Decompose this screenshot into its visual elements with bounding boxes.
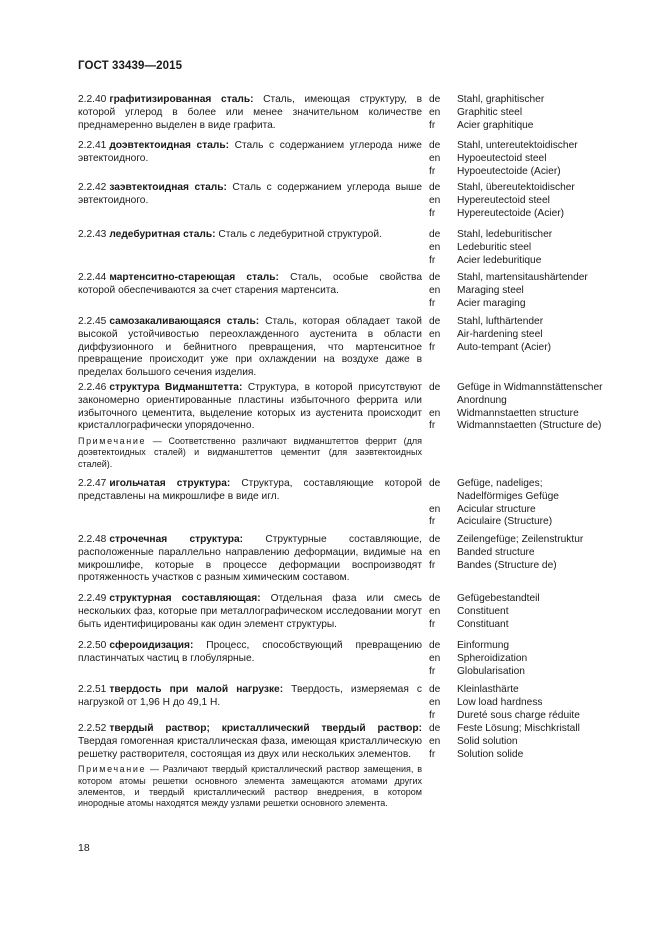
translation-text: Stahl, ledeburitischer — [457, 229, 553, 240]
term-definition-text: Сталь с содержанием углерода выше эвтектоидного. — [78, 182, 422, 206]
language-codes — [429, 272, 453, 310]
term-name: графитизированная сталь: — [109, 94, 254, 105]
language-code: en — [429, 546, 441, 558]
translations — [457, 478, 617, 529]
term-definition-text: Сталь с ледебуритной структурой. — [218, 229, 382, 240]
language-codes — [429, 684, 453, 722]
language-code: fr — [429, 665, 436, 677]
language-code — [429, 395, 453, 408]
term-name: структура Видманштетта: — [109, 382, 243, 393]
term-definition — [78, 593, 422, 631]
translations — [457, 316, 617, 354]
term-definition — [78, 182, 422, 208]
language-code: fr — [429, 618, 436, 630]
language-code: de — [429, 229, 441, 240]
term-definition-text: Сталь, особые свойства которой обеспечиваются за счет старения мартенсита. — [78, 272, 422, 296]
note-label: Примечание — [78, 436, 147, 447]
language-code: en — [429, 407, 441, 419]
note-text: — Соответственно различают видманштеттов феррит (для доэвтектоидных сталей) и видманштеттов цементит (для заэвтектоидных сталей). — [78, 436, 422, 469]
term-name: заэвтектоидная сталь: — [109, 182, 227, 193]
language-code: fr — [429, 165, 436, 177]
translation-text: Spheroidization — [457, 652, 528, 664]
translation-text: Acicular structure — [457, 503, 536, 515]
term-definition — [78, 140, 422, 166]
translation-text: Dureté sous charge réduite — [457, 709, 580, 721]
translation-text: Hypoeutectoide (Acier) — [457, 165, 561, 177]
language-code: en — [429, 152, 441, 164]
translations — [457, 94, 617, 132]
term-number: 2.2.43 — [78, 229, 107, 240]
term-definition-text: Сталь с содержанием углерода ниже эвтектоидного. — [78, 140, 422, 164]
translation-text: Maraging steel — [457, 284, 524, 296]
language-code: de — [429, 593, 441, 604]
translation-text: Hypereutectoide (Acier) — [457, 207, 565, 219]
language-code: en — [429, 194, 441, 206]
language-code: fr — [429, 420, 436, 432]
translation-text: Globularisation — [457, 665, 525, 677]
translations — [457, 534, 617, 572]
language-codes — [429, 723, 453, 761]
language-codes — [429, 593, 453, 631]
translation-text: Nadelförmiges Gefüge — [457, 490, 559, 502]
term-definition-text: Структура, составляющие которой представлены на микрошлифе в виде игл. — [78, 478, 422, 502]
translation-text: Zeilengefüge; Zeilenstruktur — [457, 534, 584, 545]
language-codes — [429, 640, 453, 678]
translations — [457, 229, 617, 267]
translation-text: Hypereutectoid steel — [457, 194, 550, 206]
term-number: 2.2.51 — [78, 684, 107, 695]
translation-text: Bandes (Structure de) — [457, 559, 557, 571]
translation-text: Graphitic steel — [457, 106, 523, 118]
translation-text: Air-hardening steel — [457, 328, 543, 340]
language-codes — [429, 140, 453, 178]
language-code: de — [429, 723, 441, 734]
language-codes — [429, 94, 453, 132]
translations — [457, 182, 617, 220]
term-definition — [78, 640, 422, 666]
term-name: самозакаливающаяся сталь: — [109, 316, 260, 327]
term-definition — [78, 272, 422, 298]
language-code: de — [429, 272, 441, 283]
language-code: fr — [429, 709, 436, 721]
term-number: 2.2.46 — [78, 382, 107, 393]
term-definition-text: Твердая гомогенная кристаллическая фаза, имеющая кристаллическую решетку растворителя, состоящая из двух или нескольких элементов. — [78, 735, 422, 760]
translations — [457, 272, 617, 310]
term-number: 2.2.44 — [78, 272, 107, 283]
term-name: игольчатая структура: — [109, 478, 231, 489]
term-number: 2.2.40 — [78, 94, 107, 105]
language-code: de — [429, 94, 441, 105]
term-note — [78, 764, 422, 809]
language-code: fr — [429, 748, 436, 760]
language-code: de — [429, 382, 441, 393]
term-definition — [78, 478, 422, 504]
language-code — [429, 491, 453, 504]
term-name: структурная составляющая: — [109, 593, 261, 604]
language-code: fr — [429, 516, 436, 528]
term-definition-text: Структурные составляющие, расположенные параллельно направлению деформации, видимые на микрошлифе, которые в процессе деформации воспроизводят протяженность участков с разным химическим составом. — [78, 534, 422, 584]
language-code: en — [429, 696, 441, 708]
translations — [457, 382, 617, 433]
language-code: en — [429, 328, 441, 340]
term-name: твердость при малой нагрузке: — [109, 684, 284, 695]
translation-text: Solid solution — [457, 735, 518, 747]
translation-text: Banded structure — [457, 546, 535, 558]
language-codes — [429, 182, 453, 220]
language-code: fr — [429, 119, 436, 131]
term-definition-text: Сталь, имеющая структуру, в которой углерод в более или менее значительном количестве преднамеренно выделен в виде графита. — [78, 94, 422, 131]
term-number: 2.2.48 — [78, 534, 107, 545]
translation-text: Gefüge in Widmannstättenscher — [457, 382, 603, 393]
translation-text: Stahl, übereutektoidischer — [457, 182, 575, 193]
term-number: 2.2.52 — [78, 723, 107, 734]
translations — [457, 723, 617, 761]
translation-text: Feste Lösung; Mischkristall — [457, 723, 580, 734]
translation-text: Acier graphitique — [457, 119, 534, 131]
language-code: fr — [429, 207, 436, 219]
language-code: en — [429, 241, 441, 253]
term-name: доэвтектоидная сталь: — [109, 140, 229, 151]
language-code: en — [429, 735, 441, 747]
term-definition-text: Отдельная фаза или смесь нескольких фаз, которые при металлографическом исследовании могут быть идентифицированы как один элемент структуры. — [78, 593, 422, 630]
language-codes — [429, 229, 453, 267]
note-label: Примечание — [78, 764, 147, 775]
translation-text: Stahl, graphitischer — [457, 94, 545, 105]
language-code: en — [429, 605, 441, 617]
term-definition-text: Процесс, способствующий превращению пластинчатых частиц в глобулярные. — [78, 640, 422, 664]
language-code: en — [429, 284, 441, 296]
language-code: en — [429, 503, 441, 515]
translation-text: Stahl, martensitaushärtender — [457, 272, 588, 283]
translation-text: Einformung — [457, 640, 510, 651]
term-name: ледебуритная сталь: — [109, 229, 216, 240]
term-number: 2.2.41 — [78, 140, 107, 151]
translation-text: Widmannstaetten structure — [457, 407, 579, 419]
translation-text: Aciculaire (Structure) — [457, 516, 553, 528]
term-number: 2.2.47 — [78, 478, 107, 489]
translation-text: Constituent — [457, 605, 509, 617]
term-definition — [78, 229, 422, 242]
page-number: 18 — [78, 842, 90, 854]
translation-text: Acier maraging — [457, 297, 526, 309]
translation-text: Anordnung — [457, 394, 507, 406]
translation-text: Low load hardness — [457, 696, 543, 708]
term-name: строчечная структура: — [109, 534, 244, 545]
term-number: 2.2.50 — [78, 640, 107, 651]
language-codes — [429, 382, 453, 433]
term-definition — [78, 534, 422, 585]
term-name: твердый раствор; кристаллический твердый раствор: — [109, 723, 422, 734]
translations — [457, 593, 617, 631]
translation-text: Stahl, untereutektoidischer — [457, 140, 578, 151]
translation-text: Gefüge, nadeliges; — [457, 478, 543, 489]
translation-text: Auto-tempant (Acier) — [457, 341, 551, 353]
language-code: de — [429, 534, 441, 545]
translation-text: Kleinlasthärte — [457, 684, 519, 695]
term-note — [78, 436, 422, 470]
language-code: en — [429, 652, 441, 664]
language-code: fr — [429, 559, 436, 571]
language-code: en — [429, 106, 441, 118]
translation-text: Gefügebestandteil — [457, 593, 540, 604]
language-code: de — [429, 684, 441, 695]
translations — [457, 684, 617, 722]
term-definition — [78, 316, 422, 380]
language-code: de — [429, 316, 441, 327]
term-number: 2.2.45 — [78, 316, 107, 327]
translation-text: Ledeburitic steel — [457, 241, 532, 253]
term-definition — [78, 684, 422, 710]
term-name: сфероидизация: — [109, 640, 194, 651]
term-definition — [78, 94, 422, 132]
term-number: 2.2.42 — [78, 182, 107, 193]
language-code: de — [429, 640, 441, 651]
translation-text: Acier ledeburitique — [457, 254, 542, 266]
language-code: fr — [429, 341, 436, 353]
translations — [457, 640, 617, 678]
term-definition — [78, 723, 422, 810]
note-text: — Различают твердый кристаллический раствор замещения, в котором атомы решетки основного элемента замещаются атомами других элементов, и твердый кристаллический раствор внедрения, в котором инородные атомы находятся между узлами решетки основного элемента. — [78, 764, 422, 809]
language-code: de — [429, 140, 441, 151]
term-definition-text: Структура, в которой присутствуют закономерно ориентированные пластины избыточного феррита или избыточного цементита, выделение которых из аустенита происходит кристаллографически упорядоченно. — [78, 382, 422, 432]
document-header: ГОСТ 33439—2015 — [78, 60, 183, 72]
term-definition-text: Сталь, которая обладает такой высокой устойчивостью переохлажденного аустенита в области диффузионного и бейнитного превращения, что мартенситное превращение происходит уже при охлаждении на воздухе даже в пределах большого сечения изделия. — [78, 316, 422, 379]
language-code: de — [429, 478, 441, 489]
translation-text: Widmannstaetten (Structure de) — [457, 420, 602, 432]
term-definition-text: Твердость, измеряемая с нагрузкой от 1,96 Н до 49,1 Н. — [78, 684, 422, 708]
language-code: fr — [429, 254, 436, 266]
translations — [457, 140, 617, 178]
language-codes — [429, 316, 453, 354]
translation-text: Constituant — [457, 618, 509, 630]
term-number: 2.2.49 — [78, 593, 107, 604]
term-definition — [78, 382, 422, 470]
translation-text: Stahl, lufthärtender — [457, 316, 544, 327]
language-codes — [429, 534, 453, 572]
language-codes — [429, 478, 453, 529]
language-code: de — [429, 182, 441, 193]
term-name: мартенситно-стареющая сталь: — [109, 272, 279, 283]
translation-text: Solution solide — [457, 748, 524, 760]
translation-text: Hypoeutectoid steel — [457, 152, 547, 164]
language-code: fr — [429, 297, 436, 309]
